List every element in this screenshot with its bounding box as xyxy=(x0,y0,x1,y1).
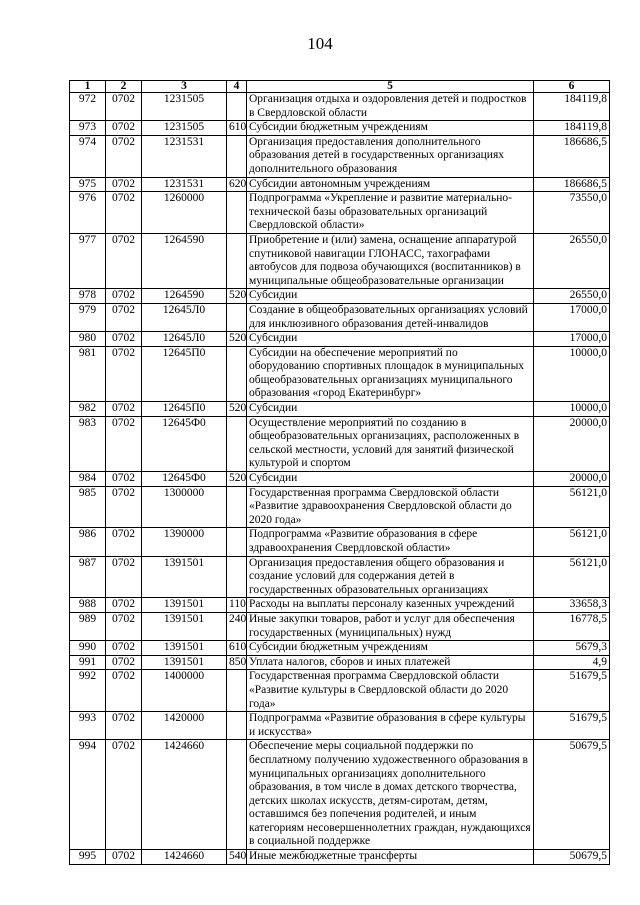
article-code: 12645Ф0 xyxy=(142,472,227,487)
article-code: 1231531 xyxy=(142,135,227,177)
table-row xyxy=(70,121,610,136)
table-row xyxy=(70,402,610,417)
row-number: 980 xyxy=(70,332,106,347)
item-name: Субсидии xyxy=(247,402,534,417)
header-col-4: 4 xyxy=(227,81,247,93)
item-name: Субсидии бюджетным учреждениям xyxy=(247,121,534,136)
item-name: Обеспечение меры социальной поддержки по бесплатному получению художественного образования в муниципальных организациях дополнительного образования, в том числе в домах детского творчества, детских школах искусств, детям-сиротам, детям, оставшимся без попечения родителей, и иным категориям несовершеннолетних граждан, нуждающихся в социальной поддержке xyxy=(247,740,534,850)
row-number: 985 xyxy=(70,486,106,528)
table-row xyxy=(70,289,610,304)
table-row xyxy=(70,135,610,177)
amount: 56121,0 xyxy=(534,556,610,598)
amount: 184119,8 xyxy=(534,93,610,121)
table-header xyxy=(70,81,610,93)
amount: 186686,5 xyxy=(534,177,610,192)
table-row xyxy=(70,486,610,528)
item-name: Подпрограмма «Развитие образования в сфере здравоохранения Свердловской области» xyxy=(247,528,534,556)
section-code: 0702 xyxy=(106,655,142,670)
row-number: 989 xyxy=(70,612,106,640)
expense-type-code: 610 xyxy=(227,641,247,656)
table-row xyxy=(70,712,610,740)
amount: 51679,5 xyxy=(534,712,610,740)
item-name: Создание в общеобразовательных организациях условий для инклюзивного образования детей-инвалидов xyxy=(247,303,534,331)
expense-type-code: 520 xyxy=(227,472,247,487)
amount: 20000,0 xyxy=(534,472,610,487)
article-code: 1391501 xyxy=(142,612,227,640)
expense-type-code: 540 xyxy=(227,850,247,865)
amount: 16778,5 xyxy=(534,612,610,640)
article-code: 1300000 xyxy=(142,486,227,528)
article-code: 1391501 xyxy=(142,598,227,613)
article-code: 1231505 xyxy=(142,93,227,121)
amount: 50679,5 xyxy=(534,740,610,850)
amount: 26550,0 xyxy=(534,233,610,288)
table-row xyxy=(70,740,610,850)
expense-type-code xyxy=(227,233,247,288)
budget-table xyxy=(69,80,610,865)
expense-type-code xyxy=(227,192,247,234)
article-code: 1264590 xyxy=(142,233,227,288)
section-code: 0702 xyxy=(106,289,142,304)
section-code: 0702 xyxy=(106,192,142,234)
item-name: Подпрограмма «Развитие образования в сфере культуры и искусства» xyxy=(247,712,534,740)
table-row xyxy=(70,655,610,670)
amount: 17000,0 xyxy=(534,303,610,331)
item-name: Приобретение и (или) замена, оснащение аппаратурой спутниковой навигации ГЛОНАСС, тахографами автобусов для подвоза обучающихся (воспитанников) в муниципальные общеобразовательные организации xyxy=(247,233,534,288)
table-row xyxy=(70,850,610,865)
row-number: 978 xyxy=(70,289,106,304)
article-code: 12645П0 xyxy=(142,402,227,417)
expense-type-code: 620 xyxy=(227,177,247,192)
item-name: Субсидии автономным учреждениям xyxy=(247,177,534,192)
article-code: 1231531 xyxy=(142,177,227,192)
amount: 184119,8 xyxy=(534,121,610,136)
row-number: 987 xyxy=(70,556,106,598)
item-name: Государственная программа Свердловской области «Развитие здравоохранения Свердловской области до 2020 года» xyxy=(247,486,534,528)
item-name: Субсидии xyxy=(247,472,534,487)
article-code: 12645Л0 xyxy=(142,303,227,331)
article-code: 12645Ф0 xyxy=(142,416,227,471)
item-name: Осуществление мероприятий по созданию в общеобразовательных организациях, расположенных в сельской местности, условий для занятий физической культурой и спортом xyxy=(247,416,534,471)
page-number: 104 xyxy=(307,34,333,53)
expense-type-code: 110 xyxy=(227,598,247,613)
item-name: Организация предоставления дополнительного образования детей в государственных организациях дополнительного образования xyxy=(247,135,534,177)
row-number: 994 xyxy=(70,740,106,850)
section-code: 0702 xyxy=(106,850,142,865)
item-name: Уплата налогов, сборов и иных платежей xyxy=(247,655,534,670)
table-row xyxy=(70,177,610,192)
amount: 26550,0 xyxy=(534,289,610,304)
header-row xyxy=(70,81,610,93)
row-number: 990 xyxy=(70,641,106,656)
section-code: 0702 xyxy=(106,121,142,136)
table-row xyxy=(70,598,610,613)
table-row xyxy=(70,670,610,712)
section-code: 0702 xyxy=(106,303,142,331)
row-number: 974 xyxy=(70,135,106,177)
section-code: 0702 xyxy=(106,135,142,177)
amount: 17000,0 xyxy=(534,332,610,347)
row-number: 981 xyxy=(70,346,106,401)
expense-type-code: 610 xyxy=(227,121,247,136)
item-name: Иные закупки товаров, работ и услуг для обеспечения государственных (муниципальных) нужд xyxy=(247,612,534,640)
section-code: 0702 xyxy=(106,472,142,487)
row-number: 988 xyxy=(70,598,106,613)
expense-type-code xyxy=(227,528,247,556)
expense-type-code: 850 xyxy=(227,655,247,670)
header-col-6: 6 xyxy=(534,81,610,93)
table-body xyxy=(70,93,610,865)
row-number: 977 xyxy=(70,233,106,288)
table-row xyxy=(70,641,610,656)
row-number: 993 xyxy=(70,712,106,740)
expense-type-code xyxy=(227,486,247,528)
expense-type-code xyxy=(227,135,247,177)
expense-type-code xyxy=(227,346,247,401)
section-code: 0702 xyxy=(106,670,142,712)
expense-type-code xyxy=(227,670,247,712)
table-row xyxy=(70,93,610,121)
article-code: 1264590 xyxy=(142,289,227,304)
amount: 4,9 xyxy=(534,655,610,670)
article-code: 1391501 xyxy=(142,655,227,670)
row-number: 984 xyxy=(70,472,106,487)
amount: 10000,0 xyxy=(534,346,610,401)
expense-type-code: 520 xyxy=(227,289,247,304)
article-code: 12645Л0 xyxy=(142,332,227,347)
table-row xyxy=(70,612,610,640)
article-code: 1231505 xyxy=(142,121,227,136)
item-name: Расходы на выплаты персоналу казенных учреждений xyxy=(247,598,534,613)
table-row xyxy=(70,416,610,471)
amount: 20000,0 xyxy=(534,416,610,471)
row-number: 982 xyxy=(70,402,106,417)
expense-type-code xyxy=(227,740,247,850)
header-col-2: 2 xyxy=(106,81,142,93)
section-code: 0702 xyxy=(106,332,142,347)
section-code: 0702 xyxy=(106,93,142,121)
amount: 50679,5 xyxy=(534,850,610,865)
item-name: Организация отдыха и оздоровления детей и подростков в Свердловской области xyxy=(247,93,534,121)
amount: 10000,0 xyxy=(534,402,610,417)
section-code: 0702 xyxy=(106,740,142,850)
row-number: 986 xyxy=(70,528,106,556)
article-code: 1424660 xyxy=(142,850,227,865)
row-number: 976 xyxy=(70,192,106,234)
row-number: 972 xyxy=(70,93,106,121)
row-number: 995 xyxy=(70,850,106,865)
article-code: 1391501 xyxy=(142,641,227,656)
expense-type-code xyxy=(227,93,247,121)
table-row xyxy=(70,192,610,234)
article-code: 1391501 xyxy=(142,556,227,598)
amount: 51679,5 xyxy=(534,670,610,712)
amount: 73550,0 xyxy=(534,192,610,234)
item-name: Иные межбюджетные трансферты xyxy=(247,850,534,865)
header-col-3: 3 xyxy=(142,81,227,93)
section-code: 0702 xyxy=(106,712,142,740)
expense-type-code: 240 xyxy=(227,612,247,640)
expense-type-code xyxy=(227,416,247,471)
header-col-1: 1 xyxy=(70,81,106,93)
section-code: 0702 xyxy=(106,556,142,598)
expense-type-code xyxy=(227,712,247,740)
row-number: 975 xyxy=(70,177,106,192)
item-name: Субсидии xyxy=(247,332,534,347)
article-code: 1260000 xyxy=(142,192,227,234)
section-code: 0702 xyxy=(106,598,142,613)
item-name: Субсидии на обеспечение мероприятий по оборудованию спортивных площадок в муниципальных общеобразовательных организациях муниципального образования «город Екатеринбург» xyxy=(247,346,534,401)
item-name: Государственная программа Свердловской области «Развитие культуры в Свердловской области до 2020 года» xyxy=(247,670,534,712)
header-col-5: 5 xyxy=(247,81,534,93)
amount: 186686,5 xyxy=(534,135,610,177)
section-code: 0702 xyxy=(106,612,142,640)
expense-type-code: 520 xyxy=(227,332,247,347)
article-code: 1390000 xyxy=(142,528,227,556)
table-row xyxy=(70,233,610,288)
expense-type-code xyxy=(227,556,247,598)
item-name: Субсидии xyxy=(247,289,534,304)
row-number: 991 xyxy=(70,655,106,670)
table-row xyxy=(70,528,610,556)
section-code: 0702 xyxy=(106,416,142,471)
table-row xyxy=(70,346,610,401)
article-code: 12645П0 xyxy=(142,346,227,401)
item-name: Организация предоставления общего образования и создание условий для содержания детей в государственных образовательных организациях xyxy=(247,556,534,598)
article-code: 1400000 xyxy=(142,670,227,712)
row-number: 992 xyxy=(70,670,106,712)
expense-type-code xyxy=(227,303,247,331)
article-code: 1420000 xyxy=(142,712,227,740)
table-row xyxy=(70,472,610,487)
amount: 56121,0 xyxy=(534,486,610,528)
table-row xyxy=(70,332,610,347)
section-code: 0702 xyxy=(106,177,142,192)
amount: 5679,3 xyxy=(534,641,610,656)
section-code: 0702 xyxy=(106,528,142,556)
section-code: 0702 xyxy=(106,641,142,656)
item-name: Субсидии бюджетным учреждениям xyxy=(247,641,534,656)
amount: 33658,3 xyxy=(534,598,610,613)
row-number: 979 xyxy=(70,303,106,331)
section-code: 0702 xyxy=(106,346,142,401)
section-code: 0702 xyxy=(106,233,142,288)
table-row xyxy=(70,303,610,331)
row-number: 973 xyxy=(70,121,106,136)
section-code: 0702 xyxy=(106,486,142,528)
row-number: 983 xyxy=(70,416,106,471)
article-code: 1424660 xyxy=(142,740,227,850)
item-name: Подпрограмма «Укрепление и развитие материально-технической базы образовательных организаций Свердловской области» xyxy=(247,192,534,234)
table-row xyxy=(70,556,610,598)
section-code: 0702 xyxy=(106,402,142,417)
expense-type-code: 520 xyxy=(227,402,247,417)
amount: 56121,0 xyxy=(534,528,610,556)
